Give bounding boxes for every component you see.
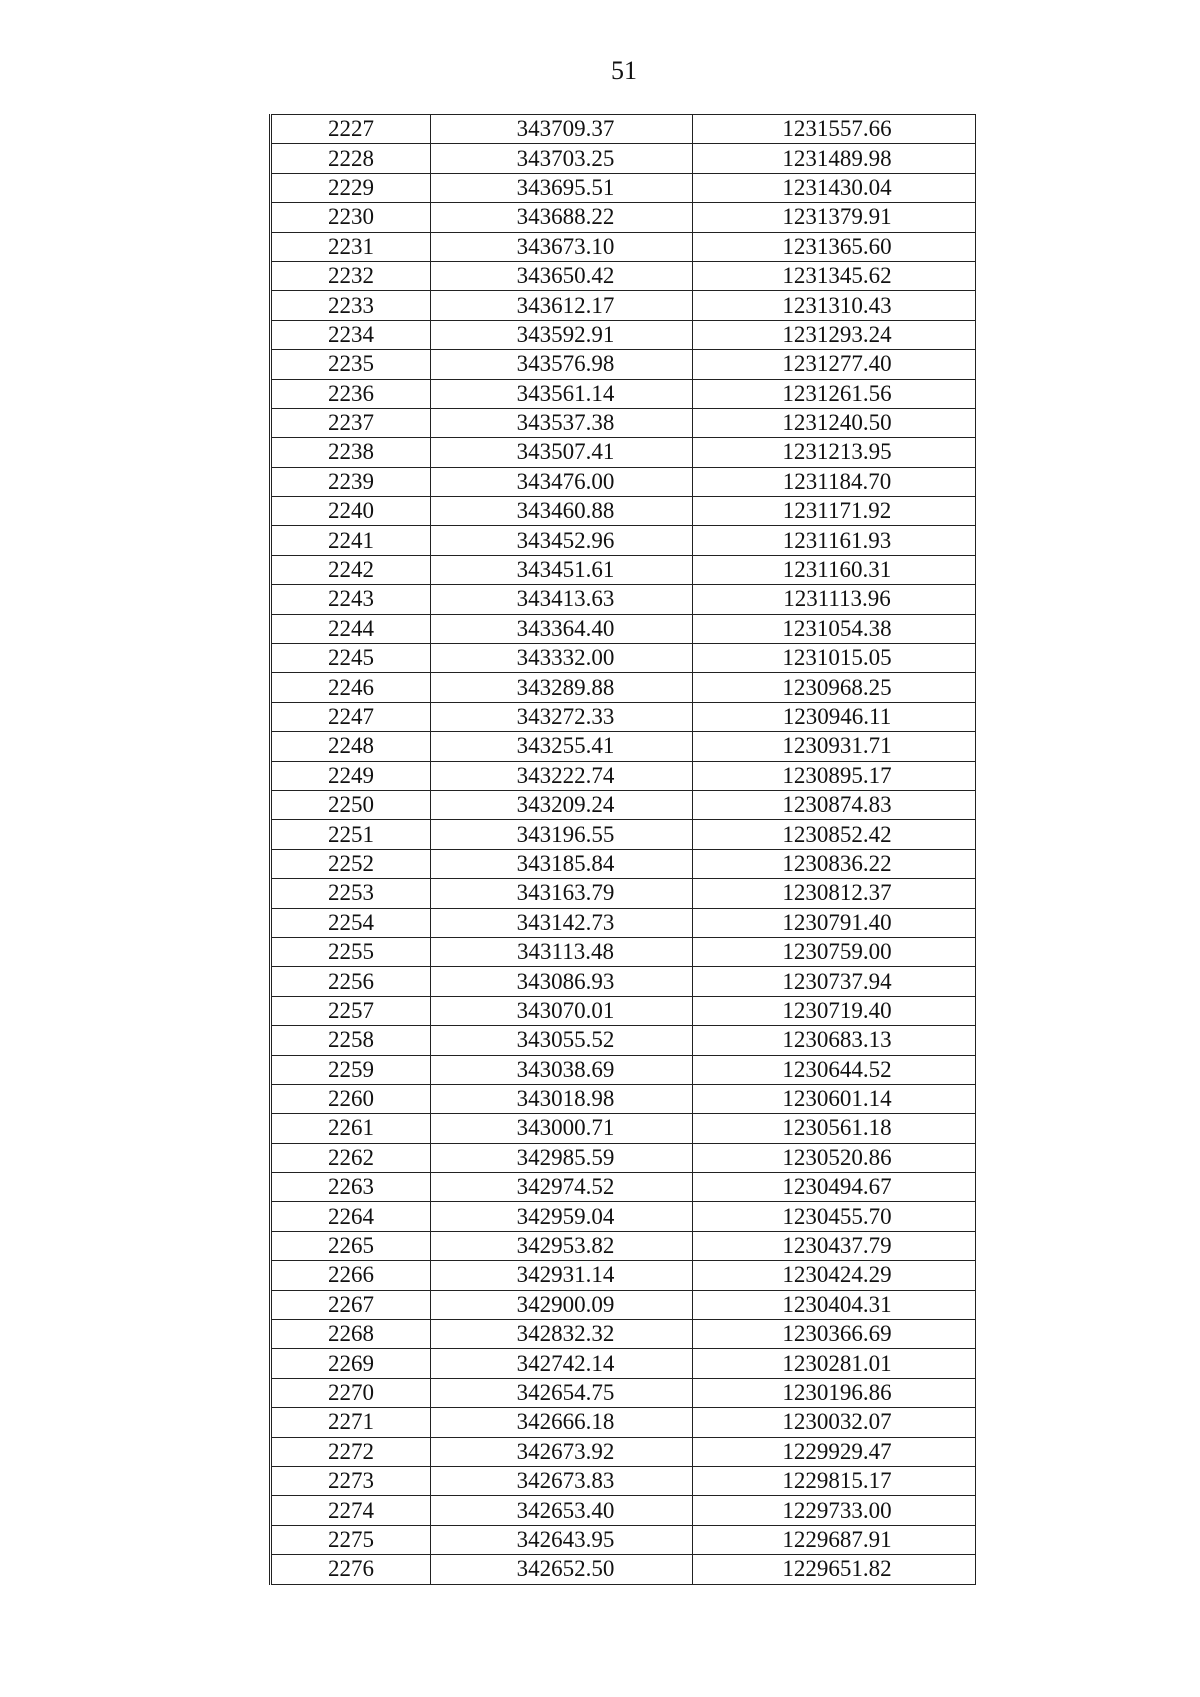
table-row [271,1555,976,1584]
point-number-cell: 2233 [271,291,431,320]
table-row [271,173,976,202]
x-coordinate-cell: 343255.41 [431,732,693,761]
table-row [271,467,976,496]
point-number-cell: 2248 [271,732,431,761]
y-coordinate-cell: 1231161.93 [693,526,976,555]
table-row [271,1173,976,1202]
y-coordinate-cell: 1230791.40 [693,908,976,937]
y-coordinate-cell: 1230196.86 [693,1378,976,1407]
x-coordinate-cell: 343163.79 [431,879,693,908]
table-row [271,1231,976,1260]
point-number-cell: 2254 [271,908,431,937]
x-coordinate-cell: 343476.00 [431,467,693,496]
y-coordinate-cell: 1229733.00 [693,1496,976,1525]
point-number-cell: 2251 [271,820,431,849]
y-coordinate-cell: 1230437.79 [693,1231,976,1260]
y-coordinate-cell: 1230968.25 [693,673,976,702]
x-coordinate-cell: 343709.37 [431,115,693,144]
point-number-cell: 2227 [271,115,431,144]
y-coordinate-cell: 1231171.92 [693,497,976,526]
point-number-cell: 2229 [271,173,431,202]
point-number-cell: 2232 [271,261,431,290]
table-row [271,732,976,761]
y-coordinate-cell: 1230874.83 [693,790,976,819]
x-coordinate-cell: 343332.00 [431,644,693,673]
point-number-cell: 2265 [271,1231,431,1260]
table-row [271,908,976,937]
x-coordinate-cell: 342959.04 [431,1202,693,1231]
point-number-cell: 2259 [271,1055,431,1084]
table-row [271,673,976,702]
point-number-cell: 2243 [271,585,431,614]
point-number-cell: 2255 [271,937,431,966]
point-number-cell: 2266 [271,1261,431,1290]
table-row [271,320,976,349]
point-number-cell: 2245 [271,644,431,673]
point-number-cell: 2276 [271,1555,431,1584]
x-coordinate-cell: 342931.14 [431,1261,693,1290]
table-row [271,1261,976,1290]
table-row [271,820,976,849]
y-coordinate-cell: 1231557.66 [693,115,976,144]
x-coordinate-cell: 343289.88 [431,673,693,702]
x-coordinate-cell: 342953.82 [431,1231,693,1260]
point-number-cell: 2228 [271,144,431,173]
y-coordinate-cell: 1231184.70 [693,467,976,496]
table-row [271,497,976,526]
y-coordinate-cell: 1231489.98 [693,144,976,173]
point-number-cell: 2249 [271,761,431,790]
x-coordinate-cell: 343055.52 [431,1026,693,1055]
table-row [271,1202,976,1231]
y-coordinate-cell: 1231310.43 [693,291,976,320]
point-number-cell: 2253 [271,879,431,908]
y-coordinate-cell: 1230366.69 [693,1320,976,1349]
x-coordinate-cell: 343592.91 [431,320,693,349]
x-coordinate-cell: 343695.51 [431,173,693,202]
table-row [271,1084,976,1113]
point-number-cell: 2240 [271,497,431,526]
y-coordinate-cell: 1231365.60 [693,232,976,261]
x-coordinate-cell: 342643.95 [431,1525,693,1554]
point-number-cell: 2264 [271,1202,431,1231]
y-coordinate-cell: 1230424.29 [693,1261,976,1290]
table-row [271,555,976,584]
x-coordinate-cell: 342673.83 [431,1466,693,1495]
x-coordinate-cell: 343364.40 [431,614,693,643]
x-coordinate-cell: 343070.01 [431,996,693,1025]
x-coordinate-cell: 342654.75 [431,1378,693,1407]
table-row [271,1496,976,1525]
y-coordinate-cell: 1231293.24 [693,320,976,349]
x-coordinate-cell: 343113.48 [431,937,693,966]
table-row [271,996,976,1025]
point-number-cell: 2252 [271,849,431,878]
y-coordinate-cell: 1231379.91 [693,203,976,232]
point-number-cell: 2244 [271,614,431,643]
table-row [271,1026,976,1055]
table-row [271,761,976,790]
point-number-cell: 2256 [271,967,431,996]
coordinates-table [269,114,976,1585]
point-number-cell: 2270 [271,1378,431,1407]
point-number-cell: 2235 [271,350,431,379]
x-coordinate-cell: 343018.98 [431,1084,693,1113]
x-coordinate-cell: 343703.25 [431,144,693,173]
table-row [271,702,976,731]
x-coordinate-cell: 343222.74 [431,761,693,790]
y-coordinate-cell: 1230455.70 [693,1202,976,1231]
table-row [271,879,976,908]
table-row [271,1408,976,1437]
table-row [271,1378,976,1407]
point-number-cell: 2275 [271,1525,431,1554]
table-row [271,967,976,996]
table-row [271,585,976,614]
y-coordinate-cell: 1230494.67 [693,1173,976,1202]
y-coordinate-cell: 1230719.40 [693,996,976,1025]
y-coordinate-cell: 1229929.47 [693,1437,976,1466]
x-coordinate-cell: 343561.14 [431,379,693,408]
table-row [271,526,976,555]
x-coordinate-cell: 342652.50 [431,1555,693,1584]
x-coordinate-cell: 343576.98 [431,350,693,379]
y-coordinate-cell: 1230931.71 [693,732,976,761]
y-coordinate-cell: 1229651.82 [693,1555,976,1584]
point-number-cell: 2230 [271,203,431,232]
x-coordinate-cell: 343612.17 [431,291,693,320]
x-coordinate-cell: 343086.93 [431,967,693,996]
point-number-cell: 2262 [271,1143,431,1172]
x-coordinate-cell: 342666.18 [431,1408,693,1437]
y-coordinate-cell: 1230683.13 [693,1026,976,1055]
table-row [271,350,976,379]
x-coordinate-cell: 343673.10 [431,232,693,261]
point-number-cell: 2231 [271,232,431,261]
table-row [271,291,976,320]
point-number-cell: 2241 [271,526,431,555]
y-coordinate-cell: 1230520.86 [693,1143,976,1172]
y-coordinate-cell: 1231160.31 [693,555,976,584]
table-row [271,261,976,290]
point-number-cell: 2274 [271,1496,431,1525]
y-coordinate-cell: 1231015.05 [693,644,976,673]
y-coordinate-cell: 1231113.96 [693,585,976,614]
y-coordinate-cell: 1230644.52 [693,1055,976,1084]
x-coordinate-cell: 342974.52 [431,1173,693,1202]
table-row [271,614,976,643]
y-coordinate-cell: 1230836.22 [693,849,976,878]
point-number-cell: 2261 [271,1114,431,1143]
table-row [271,1466,976,1495]
table-row [271,1143,976,1172]
x-coordinate-cell: 342742.14 [431,1349,693,1378]
table-row [271,115,976,144]
point-number-cell: 2269 [271,1349,431,1378]
y-coordinate-cell: 1229687.91 [693,1525,976,1554]
table-row [271,1525,976,1554]
point-number-cell: 2260 [271,1084,431,1113]
x-coordinate-cell: 343507.41 [431,438,693,467]
point-number-cell: 2236 [271,379,431,408]
x-coordinate-cell: 343460.88 [431,497,693,526]
table-row [271,203,976,232]
point-number-cell: 2237 [271,408,431,437]
y-coordinate-cell: 1229815.17 [693,1466,976,1495]
x-coordinate-cell: 343451.61 [431,555,693,584]
point-number-cell: 2239 [271,467,431,496]
page-number: 51 [611,56,637,85]
y-coordinate-cell: 1230759.00 [693,937,976,966]
x-coordinate-cell: 343196.55 [431,820,693,849]
point-number-cell: 2272 [271,1437,431,1466]
table-row [271,1055,976,1084]
x-coordinate-cell: 343185.84 [431,849,693,878]
y-coordinate-cell: 1230032.07 [693,1408,976,1437]
y-coordinate-cell: 1231345.62 [693,261,976,290]
x-coordinate-cell: 343537.38 [431,408,693,437]
y-coordinate-cell: 1231261.56 [693,379,976,408]
x-coordinate-cell: 342900.09 [431,1290,693,1319]
point-number-cell: 2242 [271,555,431,584]
x-coordinate-cell: 343142.73 [431,908,693,937]
x-coordinate-cell: 343650.42 [431,261,693,290]
point-number-cell: 2267 [271,1290,431,1319]
y-coordinate-cell: 1230601.14 [693,1084,976,1113]
point-number-cell: 2247 [271,702,431,731]
point-number-cell: 2257 [271,996,431,1025]
y-coordinate-cell: 1230812.37 [693,879,976,908]
table-row [271,379,976,408]
x-coordinate-cell: 343000.71 [431,1114,693,1143]
table-row [271,849,976,878]
table-row [271,1290,976,1319]
y-coordinate-cell: 1230946.11 [693,702,976,731]
x-coordinate-cell: 343688.22 [431,203,693,232]
point-number-cell: 2263 [271,1173,431,1202]
point-number-cell: 2268 [271,1320,431,1349]
table-row [271,144,976,173]
y-coordinate-cell: 1231054.38 [693,614,976,643]
y-coordinate-cell: 1230895.17 [693,761,976,790]
point-number-cell: 2234 [271,320,431,349]
x-coordinate-cell: 343209.24 [431,790,693,819]
y-coordinate-cell: 1231240.50 [693,408,976,437]
table-row [271,1349,976,1378]
table-row [271,644,976,673]
point-number-cell: 2273 [271,1466,431,1495]
y-coordinate-cell: 1231277.40 [693,350,976,379]
y-coordinate-cell: 1230281.01 [693,1349,976,1378]
x-coordinate-cell: 343038.69 [431,1055,693,1084]
y-coordinate-cell: 1230852.42 [693,820,976,849]
y-coordinate-cell: 1230737.94 [693,967,976,996]
table-row [271,790,976,819]
x-coordinate-cell: 342985.59 [431,1143,693,1172]
table-row [271,438,976,467]
x-coordinate-cell: 343452.96 [431,526,693,555]
y-coordinate-cell: 1230404.31 [693,1290,976,1319]
table-row [271,937,976,966]
y-coordinate-cell: 1231430.04 [693,173,976,202]
y-coordinate-cell: 1230561.18 [693,1114,976,1143]
table-row [271,1437,976,1466]
x-coordinate-cell: 342653.40 [431,1496,693,1525]
y-coordinate-cell: 1231213.95 [693,438,976,467]
x-coordinate-cell: 343413.63 [431,585,693,614]
point-number-cell: 2271 [271,1408,431,1437]
point-number-cell: 2250 [271,790,431,819]
x-coordinate-cell: 342832.32 [431,1320,693,1349]
table-row [271,408,976,437]
point-number-cell: 2246 [271,673,431,702]
x-coordinate-cell: 343272.33 [431,702,693,731]
point-number-cell: 2238 [271,438,431,467]
table-row [271,1320,976,1349]
coordinates-table-body [271,115,976,1585]
table-row [271,1114,976,1143]
point-number-cell: 2258 [271,1026,431,1055]
x-coordinate-cell: 342673.92 [431,1437,693,1466]
table-row [271,232,976,261]
